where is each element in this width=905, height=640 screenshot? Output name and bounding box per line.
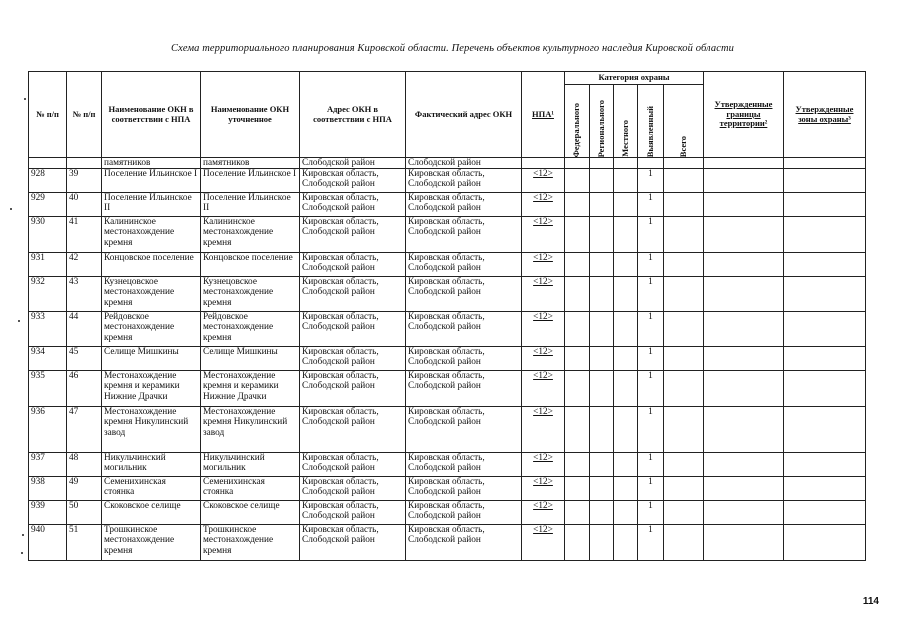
row-local-number: 42 xyxy=(67,253,102,277)
document-title: Схема территориального планирования Кировской области. Перечень объектов культурного наследия Кировской области xyxy=(170,43,735,54)
row-local-number: 47 xyxy=(67,407,102,453)
npa-reference: <12> xyxy=(522,407,565,453)
okn-address-npa: Кировская область, Слободской район xyxy=(300,217,406,253)
cat-identified-cell: 1 xyxy=(638,407,664,453)
zones-cell xyxy=(784,169,866,193)
table-row xyxy=(29,158,866,169)
row-local-number: 41 xyxy=(67,217,102,253)
cat-total-cell xyxy=(664,477,704,501)
header-row-top xyxy=(29,72,866,85)
zones-cell xyxy=(784,407,866,453)
borders-cell xyxy=(704,277,784,312)
row-local-number: 51 xyxy=(67,525,102,561)
header-name-npa: Наименование ОКН в соответствии с НПА xyxy=(102,72,201,158)
okn-name-exact: Концовское поселение xyxy=(201,253,300,277)
borders-cell xyxy=(704,312,784,347)
okn-address-actual: Кировская область, Слободской район xyxy=(406,217,522,253)
npa-reference: <12> xyxy=(522,193,565,217)
cat-federal-cell xyxy=(565,217,590,253)
okn-table-container xyxy=(28,71,866,561)
okn-address-actual: Кировская область, Слободской район xyxy=(406,371,522,407)
okn-address-actual: Кировская область, Слободской район xyxy=(406,477,522,501)
header-category-group: Категория охраны xyxy=(565,72,704,85)
table-row xyxy=(29,253,866,277)
cat-local-cell xyxy=(614,217,638,253)
header-cat-local: Местного xyxy=(614,85,638,158)
cat-identified-cell: 1 xyxy=(638,277,664,312)
okn-address-npa: Слободской район xyxy=(300,158,406,169)
table-row xyxy=(29,193,866,217)
borders-cell xyxy=(704,347,784,371)
borders-cell xyxy=(704,193,784,217)
okn-name-npa: Кузнецовское местонахождение кремня xyxy=(102,277,201,312)
npa-reference: <12> xyxy=(522,169,565,193)
row-number: 933 xyxy=(29,312,67,347)
zones-cell xyxy=(784,253,866,277)
okn-name-exact: Селище Мишкины xyxy=(201,347,300,371)
cat-federal-cell xyxy=(565,277,590,312)
cat-regional-cell xyxy=(590,312,614,347)
okn-name-npa: Концовское поселение xyxy=(102,253,201,277)
cat-regional-cell xyxy=(590,407,614,453)
okn-address-npa: Кировская область, Слободской район xyxy=(300,312,406,347)
row-number: 939 xyxy=(29,501,67,525)
okn-address-npa: Кировская область, Слободской район xyxy=(300,525,406,561)
okn-name-exact: Кузнецовское местонахождение кремня xyxy=(201,277,300,312)
row-local-number: 39 xyxy=(67,169,102,193)
cat-local-cell xyxy=(614,158,638,169)
okn-name-npa: Трошкинское местонахождение кремня xyxy=(102,525,201,561)
okn-name-exact: Поселение Ильинское I xyxy=(201,169,300,193)
cat-identified-cell: 1 xyxy=(638,217,664,253)
okn-name-npa: Местонахождение кремня Никулинский завод xyxy=(102,407,201,453)
okn-address-actual: Кировская область, Слободской район xyxy=(406,193,522,217)
cat-total-cell xyxy=(664,453,704,477)
cat-local-cell xyxy=(614,477,638,501)
cat-local-cell xyxy=(614,371,638,407)
borders-cell xyxy=(704,501,784,525)
okn-name-npa: Рейдовское местонахождение кремня xyxy=(102,312,201,347)
okn-name-exact: Местонахождение кремня и керамики Нижние Драчки xyxy=(201,371,300,407)
table-body xyxy=(29,158,866,561)
zones-cell xyxy=(784,277,866,312)
okn-address-npa: Кировская область, Слободской район xyxy=(300,253,406,277)
cat-local-cell xyxy=(614,193,638,217)
table-row xyxy=(29,169,866,193)
cat-identified-cell: 1 xyxy=(638,477,664,501)
page-number: 114 xyxy=(862,596,879,607)
cat-total-cell xyxy=(664,193,704,217)
row-local-number: 45 xyxy=(67,347,102,371)
okn-address-npa: Кировская область, Слободской район xyxy=(300,501,406,525)
cat-identified-cell: 1 xyxy=(638,525,664,561)
cat-regional-cell xyxy=(590,193,614,217)
cat-local-cell xyxy=(614,277,638,312)
okn-address-npa: Кировская область, Слободской район xyxy=(300,371,406,407)
cat-total-cell xyxy=(664,169,704,193)
npa-reference: <12> xyxy=(522,371,565,407)
npa-reference: <12> xyxy=(522,453,565,477)
cat-total-cell xyxy=(664,217,704,253)
cat-regional-cell xyxy=(590,347,614,371)
cat-local-cell xyxy=(614,347,638,371)
table-row xyxy=(29,371,866,407)
okn-address-npa: Кировская область, Слободской район xyxy=(300,347,406,371)
cat-local-cell xyxy=(614,525,638,561)
cat-federal-cell xyxy=(565,371,590,407)
borders-cell xyxy=(704,407,784,453)
cat-federal-cell xyxy=(565,169,590,193)
npa-reference: <12> xyxy=(522,477,565,501)
cat-regional-cell xyxy=(590,169,614,193)
borders-cell xyxy=(704,169,784,193)
npa-reference: <12> xyxy=(522,501,565,525)
cat-regional-cell xyxy=(590,277,614,312)
row-number xyxy=(29,158,67,169)
cat-federal-cell xyxy=(565,477,590,501)
cat-total-cell xyxy=(664,347,704,371)
table-row xyxy=(29,477,866,501)
cat-regional-cell xyxy=(590,453,614,477)
table-row xyxy=(29,277,866,312)
okn-address-actual: Кировская область, Слободской район xyxy=(406,501,522,525)
okn-address-actual: Кировская область, Слободской район xyxy=(406,169,522,193)
zones-cell xyxy=(784,217,866,253)
cat-local-cell xyxy=(614,453,638,477)
npa-reference: <12> xyxy=(522,217,565,253)
table-row xyxy=(29,217,866,253)
cat-total-cell xyxy=(664,253,704,277)
okn-name-exact: Местонахождение кремня Никулинский завод xyxy=(201,407,300,453)
okn-name-npa: Никульчинский могильник xyxy=(102,453,201,477)
npa-reference: <12> xyxy=(522,277,565,312)
okn-address-npa: Кировская область, Слободской район xyxy=(300,407,406,453)
row-number: 932 xyxy=(29,277,67,312)
okn-address-npa: Кировская область, Слободской район xyxy=(300,169,406,193)
row-local-number: 40 xyxy=(67,193,102,217)
cat-total-cell xyxy=(664,407,704,453)
row-number: 929 xyxy=(29,193,67,217)
okn-address-actual: Кировская область, Слободской район xyxy=(406,347,522,371)
borders-cell xyxy=(704,525,784,561)
cat-total-cell xyxy=(664,371,704,407)
cat-identified-cell: 1 xyxy=(638,312,664,347)
row-number: 937 xyxy=(29,453,67,477)
cat-total-cell xyxy=(664,525,704,561)
cat-federal-cell xyxy=(565,312,590,347)
okn-name-npa: Поселение Ильинское II xyxy=(102,193,201,217)
zones-cell xyxy=(784,193,866,217)
borders-cell xyxy=(704,371,784,407)
cat-local-cell xyxy=(614,501,638,525)
cat-identified-cell xyxy=(638,158,664,169)
cat-federal-cell xyxy=(565,158,590,169)
okn-name-exact: Поселение Ильинское II xyxy=(201,193,300,217)
header-cat-total: Всего xyxy=(664,85,704,158)
okn-address-actual: Слободской район xyxy=(406,158,522,169)
cat-identified-cell: 1 xyxy=(638,371,664,407)
header-zones: Утвержденные зоны охраны³ xyxy=(784,72,866,158)
npa-reference: <12> xyxy=(522,253,565,277)
row-number: 936 xyxy=(29,407,67,453)
cat-identified-cell: 1 xyxy=(638,453,664,477)
borders-cell xyxy=(704,158,784,169)
cat-regional-cell xyxy=(590,501,614,525)
npa-reference: <12> xyxy=(522,347,565,371)
row-number: 938 xyxy=(29,477,67,501)
cat-regional-cell xyxy=(590,371,614,407)
row-local-number: 48 xyxy=(67,453,102,477)
row-local-number: 50 xyxy=(67,501,102,525)
header-no: № п/п xyxy=(29,72,67,158)
header-borders: Утвержденные границы территории² xyxy=(704,72,784,158)
table-row xyxy=(29,407,866,453)
cat-federal-cell xyxy=(565,525,590,561)
header-no2: № п/п xyxy=(67,72,102,158)
cat-identified-cell: 1 xyxy=(638,347,664,371)
cat-federal-cell xyxy=(565,347,590,371)
row-local-number: 46 xyxy=(67,371,102,407)
okn-name-exact: Никульчинский могильник xyxy=(201,453,300,477)
table-row xyxy=(29,525,866,561)
header-cat-federal: Федерального xyxy=(565,85,590,158)
cat-regional-cell xyxy=(590,253,614,277)
okn-address-actual: Кировская область, Слободской район xyxy=(406,525,522,561)
zones-cell xyxy=(784,453,866,477)
cat-local-cell xyxy=(614,407,638,453)
row-local-number: 49 xyxy=(67,477,102,501)
cat-identified-cell: 1 xyxy=(638,193,664,217)
okn-name-exact: Калининское местонахождение кремня xyxy=(201,217,300,253)
okn-address-actual: Кировская область, Слободской район xyxy=(406,253,522,277)
okn-address-npa: Кировская область, Слободской район xyxy=(300,453,406,477)
zones-cell xyxy=(784,347,866,371)
okn-name-npa: Калининское местонахождение кремня xyxy=(102,217,201,253)
okn-name-exact: Скоковское селище xyxy=(201,501,300,525)
zones-cell xyxy=(784,158,866,169)
header-npa: НПА¹ xyxy=(522,72,565,158)
cat-total-cell xyxy=(664,158,704,169)
borders-cell xyxy=(704,217,784,253)
table-row xyxy=(29,453,866,477)
cat-regional-cell xyxy=(590,477,614,501)
cat-federal-cell xyxy=(565,407,590,453)
okn-address-npa: Кировская область, Слободской район xyxy=(300,477,406,501)
cat-regional-cell xyxy=(590,525,614,561)
cat-regional-cell xyxy=(590,158,614,169)
okn-name-exact: Семенихинская стоянка xyxy=(201,477,300,501)
okn-name-npa: памятников xyxy=(102,158,201,169)
cat-federal-cell xyxy=(565,501,590,525)
cat-identified-cell: 1 xyxy=(638,501,664,525)
cat-total-cell xyxy=(664,312,704,347)
cat-local-cell xyxy=(614,169,638,193)
okn-address-npa: Кировская область, Слободской район xyxy=(300,277,406,312)
row-number: 940 xyxy=(29,525,67,561)
row-local-number: 44 xyxy=(67,312,102,347)
zones-cell xyxy=(784,525,866,561)
row-number: 928 xyxy=(29,169,67,193)
zones-cell xyxy=(784,312,866,347)
cat-total-cell xyxy=(664,277,704,312)
table-row xyxy=(29,347,866,371)
okn-table xyxy=(28,71,866,561)
okn-name-npa: Селище Мишкины xyxy=(102,347,201,371)
row-number: 930 xyxy=(29,217,67,253)
okn-address-actual: Кировская область, Слободской район xyxy=(406,453,522,477)
okn-name-npa: Семенихинская стоянка xyxy=(102,477,201,501)
header-address-npa: Адрес ОКН в соответствии с НПА xyxy=(300,72,406,158)
okn-name-npa: Местонахождение кремня и керамики Нижние Драчки xyxy=(102,371,201,407)
header-cat-regional: Регионального xyxy=(590,85,614,158)
npa-reference xyxy=(522,158,565,169)
zones-cell xyxy=(784,477,866,501)
okn-name-exact: Трошкинское местонахождение кремня xyxy=(201,525,300,561)
okn-address-actual: Кировская область, Слободской район xyxy=(406,277,522,312)
okn-name-npa: Скоковское селище xyxy=(102,501,201,525)
okn-name-exact: памятников xyxy=(201,158,300,169)
cat-federal-cell xyxy=(565,453,590,477)
okn-address-npa: Кировская область, Слободской район xyxy=(300,193,406,217)
cat-identified-cell: 1 xyxy=(638,253,664,277)
npa-reference: <12> xyxy=(522,525,565,561)
row-number: 935 xyxy=(29,371,67,407)
table-row xyxy=(29,501,866,525)
row-local-number xyxy=(67,158,102,169)
zones-cell xyxy=(784,501,866,525)
cat-federal-cell xyxy=(565,193,590,217)
row-local-number: 43 xyxy=(67,277,102,312)
okn-name-npa: Поселение Ильинское I xyxy=(102,169,201,193)
row-number: 931 xyxy=(29,253,67,277)
borders-cell xyxy=(704,253,784,277)
okn-name-exact: Рейдовское местонахождение кремня xyxy=(201,312,300,347)
cat-identified-cell: 1 xyxy=(638,169,664,193)
cat-regional-cell xyxy=(590,217,614,253)
borders-cell xyxy=(704,477,784,501)
okn-address-actual: Кировская область, Слободской район xyxy=(406,407,522,453)
header-cat-identified: Выявленный xyxy=(638,85,664,158)
row-number: 934 xyxy=(29,347,67,371)
header-address-actual: Фактический адрес ОКН xyxy=(406,72,522,158)
cat-federal-cell xyxy=(565,253,590,277)
cat-total-cell xyxy=(664,501,704,525)
zones-cell xyxy=(784,371,866,407)
npa-reference: <12> xyxy=(522,312,565,347)
borders-cell xyxy=(704,453,784,477)
cat-local-cell xyxy=(614,312,638,347)
table-row xyxy=(29,312,866,347)
okn-address-actual: Кировская область, Слободской район xyxy=(406,312,522,347)
cat-local-cell xyxy=(614,253,638,277)
header-name-exact: Наименование ОКН уточненное xyxy=(201,72,300,158)
